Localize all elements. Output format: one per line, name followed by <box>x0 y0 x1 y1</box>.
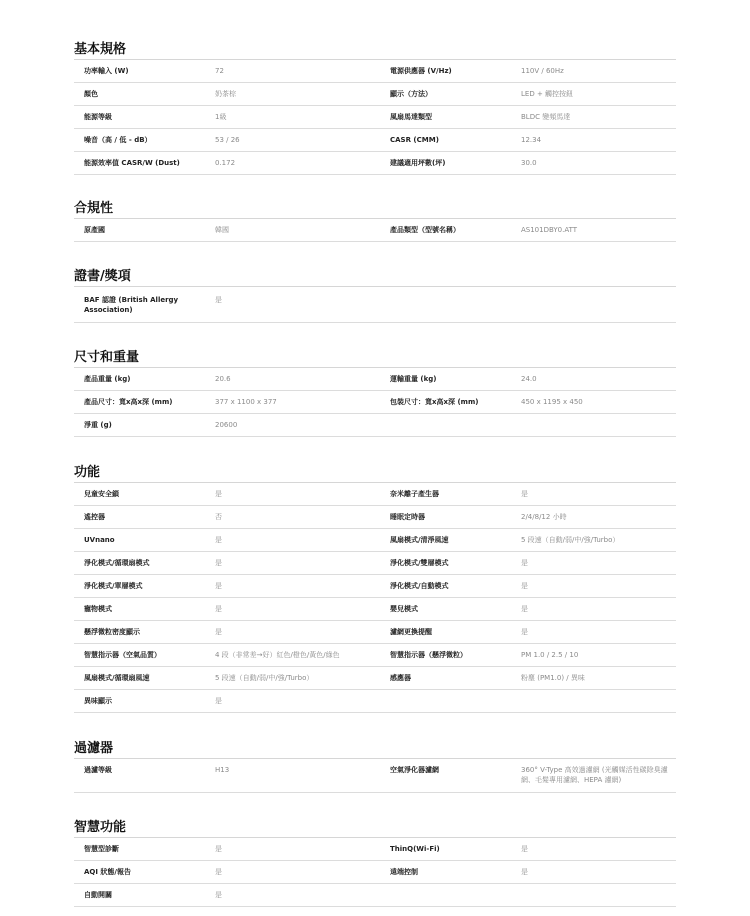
spec-label: 智慧型診斷 <box>84 845 119 853</box>
spec-value: 20600 <box>215 421 238 429</box>
spec-row <box>74 129 676 152</box>
spec-label: 功率輸入 (W) <box>84 67 129 75</box>
spec-value: 粉塵 (PM1.0) / 異味 <box>521 674 585 682</box>
spec-label: 噪音（高 / 低 - dB） <box>84 136 152 144</box>
section-title: 合規性 <box>74 201 114 216</box>
spec-value: 是 <box>215 605 222 613</box>
spec-value: 是 <box>521 559 528 567</box>
spec-label: 寵物模式 <box>84 605 112 613</box>
spec-value: 12.34 <box>521 136 542 144</box>
spec-value: 360° V-Type 高效過濾網 (光觸媒活性碳除臭濾網、毛髮專用濾網、HEPA 濾網) <box>521 766 668 784</box>
spec-value: 是 <box>521 605 528 613</box>
spec-label: 能源效率值 CASR/W (Dust) <box>84 159 180 167</box>
spec-value: PM 1.0 / 2.5 / 10 <box>521 651 579 659</box>
spec-value: 是 <box>215 891 222 899</box>
spec-row <box>74 368 676 391</box>
spec-table <box>74 59 676 175</box>
spec-label: 嬰兒模式 <box>390 605 418 613</box>
spec-label: 濾網更換提醒 <box>390 628 432 636</box>
spec-value: 4 段（非常差→好）紅色/橙色/黃色/綠色 <box>215 651 340 659</box>
spec-row <box>74 506 676 529</box>
spec-label: 顯示（方法） <box>390 90 432 98</box>
spec-value: 0.172 <box>215 159 236 167</box>
spec-label: 淨化模式/自動模式 <box>390 582 449 590</box>
spec-value: 是 <box>521 868 528 876</box>
section-title: 過濾器 <box>74 741 114 756</box>
spec-label: 包裝尺寸：寬x高x深 (mm) <box>390 398 479 406</box>
spec-label: BAF 認證 (British Allergy Association) <box>84 296 179 314</box>
spec-value: 是 <box>521 582 528 590</box>
spec-label: 電源供應器 (V/Hz) <box>390 67 452 75</box>
spec-value: 是 <box>215 536 222 544</box>
spec-value: 110V / 60Hz <box>521 67 564 75</box>
spec-value: 是 <box>215 490 222 498</box>
spec-value: 1級 <box>215 113 227 121</box>
spec-table <box>74 367 676 437</box>
spec-row <box>74 838 676 861</box>
spec-row <box>74 83 676 106</box>
spec-label: 風扇模式/循環扇風速 <box>84 674 150 682</box>
spec-row <box>74 529 676 552</box>
spec-row <box>74 219 676 242</box>
spec-label: 過濾等級 <box>84 766 112 774</box>
spec-value: 是 <box>215 559 222 567</box>
spec-value: 是 <box>215 845 222 853</box>
spec-value: 20.6 <box>215 375 231 383</box>
spec-value: 2/4/8/12 小時 <box>521 513 567 521</box>
spec-value: 5 段速（自動/弱/中/強/Turbo） <box>215 674 314 682</box>
spec-label: ThinQ(Wi-Fi) <box>390 845 440 853</box>
spec-value: 377 x 1100 x 377 <box>215 398 277 406</box>
spec-value: 否 <box>215 513 222 521</box>
spec-row <box>74 861 676 884</box>
spec-label: 原產國 <box>84 226 105 234</box>
spec-value: 是 <box>215 868 222 876</box>
spec-table <box>74 218 676 242</box>
spec-label: 睡眠定時器 <box>390 513 425 521</box>
spec-label: UVnano <box>84 536 115 544</box>
spec-value: 是 <box>215 296 222 304</box>
spec-label: 兒童安全鎖 <box>84 490 119 498</box>
spec-row <box>74 690 676 713</box>
spec-value: 是 <box>521 490 528 498</box>
spec-label: 遠端控制 <box>390 868 418 876</box>
spec-value: 韓國 <box>215 226 229 234</box>
spec-value: AS101DBY0.ATT <box>521 226 578 234</box>
section-title: 尺寸和重量 <box>74 350 140 365</box>
spec-label: 淨重 (g) <box>84 421 112 429</box>
spec-row <box>74 106 676 129</box>
spec-value: 24.0 <box>521 375 537 383</box>
spec-row <box>74 575 676 598</box>
spec-value: 是 <box>521 845 528 853</box>
spec-label: 感應器 <box>390 674 411 682</box>
spec-value: 是 <box>215 582 222 590</box>
spec-label: 顏色 <box>84 90 98 98</box>
spec-row <box>74 644 676 667</box>
spec-row <box>74 552 676 575</box>
spec-value: 是 <box>215 697 222 705</box>
spec-row <box>74 759 676 793</box>
spec-label: 產品類型（型號名稱） <box>390 226 460 234</box>
section-title: 基本規格 <box>74 42 127 57</box>
spec-table <box>74 286 676 323</box>
spec-row <box>74 483 676 506</box>
spec-label: 懸浮微粒密度顯示 <box>84 628 140 636</box>
spec-value: H13 <box>215 766 230 774</box>
spec-label: 奈米離子產生器 <box>390 490 439 498</box>
spec-row <box>74 667 676 690</box>
spec-value: BLDC 變頻馬達 <box>521 113 571 121</box>
spec-value: 450 x 1195 x 450 <box>521 398 583 406</box>
spec-label: 產品重量 (kg) <box>84 375 131 383</box>
spec-row <box>74 598 676 621</box>
spec-label: 風扇模式/清淨風速 <box>390 536 449 544</box>
section-title: 證書/獎項 <box>74 269 131 284</box>
spec-label: 異味顯示 <box>84 697 112 705</box>
spec-value: 72 <box>215 67 224 75</box>
spec-label: 產品尺寸：寬x高x深 (mm) <box>84 398 173 406</box>
spec-label: 運輸重量 (kg) <box>390 375 437 383</box>
spec-label: 建議適用坪數(坪) <box>390 159 446 167</box>
spec-row <box>74 414 676 437</box>
spec-label: 遙控器 <box>84 513 105 521</box>
spec-value: 奶茶棕 <box>215 90 236 98</box>
spec-label: AQI 狀態/報告 <box>84 868 131 876</box>
spec-label: 淨化模式/循環扇模式 <box>84 559 150 567</box>
spec-row <box>74 884 676 907</box>
spec-label: 自動開關 <box>84 891 112 899</box>
spec-label: 智慧指示器（空氣品質） <box>84 651 161 659</box>
spec-row <box>74 152 676 175</box>
spec-value: 5 段速（自動/弱/中/強/Turbo） <box>521 536 620 544</box>
spec-value: 30.0 <box>521 159 537 167</box>
spec-row <box>74 621 676 644</box>
spec-label: 能源等級 <box>84 113 112 121</box>
spec-table <box>74 837 676 907</box>
spec-label: 空氣淨化器濾網 <box>390 766 439 774</box>
spec-row <box>74 60 676 83</box>
spec-value: LED + 觸控按鈕 <box>521 90 574 98</box>
spec-label: 淨化模式/雙層模式 <box>390 559 449 567</box>
spec-value: 是 <box>521 628 528 636</box>
spec-value: 是 <box>215 628 222 636</box>
spec-table <box>74 758 676 793</box>
section-title: 智慧功能 <box>74 820 127 835</box>
spec-label: 淨化模式/單層模式 <box>84 582 143 590</box>
section-title: 功能 <box>74 465 101 480</box>
spec-value: 53 / 26 <box>215 136 240 144</box>
spec-label: CASR (CMM) <box>390 136 439 144</box>
spec-label: 風扇馬達類型 <box>390 113 432 121</box>
spec-row <box>74 391 676 414</box>
spec-table <box>74 482 676 713</box>
spec-row <box>74 287 676 323</box>
spec-label: 智慧指示器（懸浮微粒） <box>390 651 467 659</box>
